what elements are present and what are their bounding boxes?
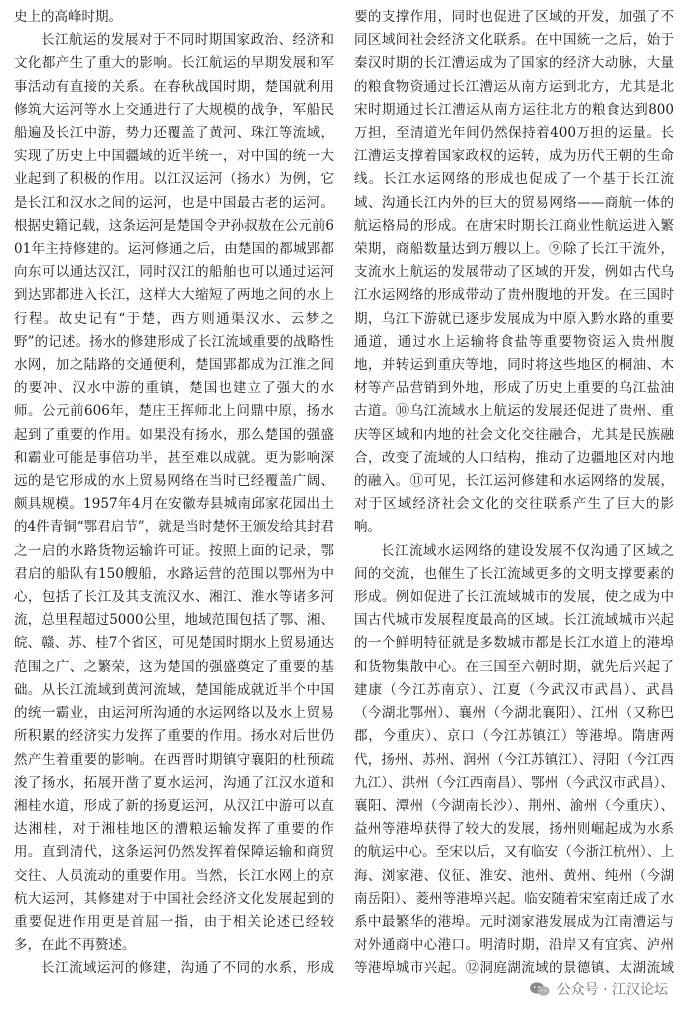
text-segment: 洞庭湖流域的景德镇、太湖流域 <box>479 960 674 977</box>
right-column <box>354 6 674 981</box>
footnote-marker: ⑫ <box>465 960 480 977</box>
footnote-marker: ⑩ <box>395 403 410 420</box>
text-segment: 除了长江干流外，支流水上航运的发展带动了区域的开发，例如古代乌江水运网络的形成带动了贵州腹地的开发。在三国时期，乌江下游就已逐步发展成为中原入黔水路的重要通道，通过水上运输将食盐等重要物资运入贵州腹地，并转运到重庆等地，同时将这些地区的桐油、木材等产品营销到外地，形成了历史上重要的乌江盐油古道。 <box>354 241 674 420</box>
paragraph-continuation: 史上的高峰时期。 <box>14 9 122 25</box>
text-segment: 可见，长江运河修建和水运网络的发展，对于区域经济社会文化的交往联系产生了巨大的影响。 <box>354 473 674 536</box>
paragraph-city-development <box>354 540 674 981</box>
wechat-icon <box>529 981 551 997</box>
watermark-text: 公众号 · 江汉论坛 <box>556 982 668 998</box>
paragraph-canal-network-continued <box>354 6 674 540</box>
text-segment: 要的支撑作用，同时也促进了区域的开发，加强了不同区域间社会经济文化联系。在中国統一之后，始于秦汉时期的长江漕运成为了国家的经济大动脉，大量的粮食物资通过长江漕运从南方运到北方，尤其是北宋时期通过长江漕运从南方运往北方的粮食达到800万担，至清道光年间仍然保持着400万担的运量。长江漕运支撑着国家政权的运转，成为历代王朝的生命线。长江水运网络的形成也促成了一个基于长江流域、沟通长江内外的巨大的贸易网络——商航一体的航运格局的形成。在唐宋时期长江商业性航运进入繁荣期，商船数量达到万艘以上。 <box>354 9 674 258</box>
footnote-marker: ⑨ <box>549 241 563 258</box>
wechat-watermark <box>525 977 672 1001</box>
paragraph-canal-network-start: 长江流域运河的修建，沟通了不同的水系，形成 <box>41 960 334 977</box>
left-column <box>14 6 334 981</box>
text-segment: 乌江流域水上航运的发展还促进了贵州、重庆等区域和内地的社会文化交往融合，尤其是民族融合，改变了流域的人口结构，推动了边疆地区对内地的融入。 <box>354 403 674 490</box>
paragraph-military-influence: 长江航运的发展对于不同时期国家政治、经济和文化都产生了重大的影响。长江航运的早期发展和军事活动有直接的关系。在春秋战国时期，楚国就利用修筑大运河等水上交通进行了大规模的战争，军船民船遍及长江中游，势力还覆盖了黄河、珠江等流域，实现了历史上中国疆域的近半统一，对中国的统一大业起到了积极的作用。以江汉运河（扬水）为例，它是长江和汉水之间的运河，也是中国最古老的运河。根据史籍记载，这条运河是楚国令尹孙叔敖在公元前601年主持修建的。运河修通之后，由楚国的都城郢都向东可以通达汉江，同时汉江的船舶也可以通过运河到达郢都进入长江，这样大大缩短了两地之间的水上行程。故史记有“于楚，西方则通渠汉水、云梦之野”的记述。扬水的修建形成了长江流域重要的战略性水网，加之陆路的交通便利，楚国郢都成为江淮之间的要冲、汉水中游的重镇，楚国也建立了强大的水师。公元前606年，楚庄王挥师北上问鼎中原，扬水起到了重要的作用。如果没有扬水，那么楚国的强盛和霸业可能是事倍功半，甚至难以成就。更为影响深远的是它形成的水上贸易网络在当时已经覆盖广阔、颇具规模。1957年4月在安徽寿县城南邱家花园出土的4件青铜“鄂君启节”，就是当时楚怀王颁发给其封君之一启的水路货物运输许可证。按照上面的记录，鄂君启的船队有150艘船，水路运营的范围以鄂州为中心，包括了长江及其支流汉水、湘江、淮水等诸多河流，总里程超过5000公里，地域范围包括了鄂、湘、皖、赣、苏、桂7个省区，可见楚国时期水上贸易通达范围之广、之繁荣，这为楚国的强盛奠定了重要的基础。从长江流域到黄河流域，楚国能成就近半个中国的统一霸业，由运河所沟通的水运网络以及水上贸易所积累的经济实力发挥了重要的作用。扬水对后世仍然产生着重要的影响。在西晋时期镇守襄阳的杜预疏浚了扬水，拓展开凿了夏水运河，沟通了江汉水道和湘桂水道，形成了新的扬夏运河，从汉江中游可以直达湘桂，对于湘桂地区的漕粮运输发挥了重要的作用。直到清代，这条运河仍然发挥着保障运输和商贸交往、人员流动的重要作用。当然，长江水网上的京杭大运河，其修建对于中国社会经济文化发展起到的重要促进作用更是首屈一指，由于相关论述已经较多，在此不再赘述。 <box>14 32 334 954</box>
footnote-marker: ⑪ <box>409 473 424 490</box>
text-segment: 长江流域水运网络的建设发展不仅沟通了区域之间的交流，也催生了长江流域更多的文明支撑要素的形成。例如促进了长江流域城市的发展，使之成为中国古代城市发展程度最高的区域。长江流域城市兴起的一个鲜明特征就是多数城市都是长江水道上的港埠和货物集散中心。在三国至六朝时期，就先后兴起了建康（今江苏南京）、江夏（今武汉市武昌）、武昌（今湖北鄂州）、襄州（今湖北襄阳）、江州（又称巴郡，今重庆）、京口（今江苏镇江）等港埠。隋唐两代，扬州、苏州、润州（今江苏镇江）、浔阳（今江西九江）、洪州（今江西南昌）、鄂州（今武汉市武昌）、襄阳、潭州（今湖南长沙）、荆州、渝州（今重庆）、益州等港埠获得了较大的发展，扬州则崛起成为水系的航运中心。至宋以后，又有临安（今浙江杭州）、上海、浏家港、仪征、淮安、池州、黄州、纯州（今湖南岳阳）、菱州等港埠兴起。临安随着宋室南迁成了水系中最繁华的港埠。元时浏家港发展成为江南漕运与对外通商中心港口。明清时期，沿岸又有宜宾、泸州等港埠城市兴起。 <box>354 542 674 977</box>
